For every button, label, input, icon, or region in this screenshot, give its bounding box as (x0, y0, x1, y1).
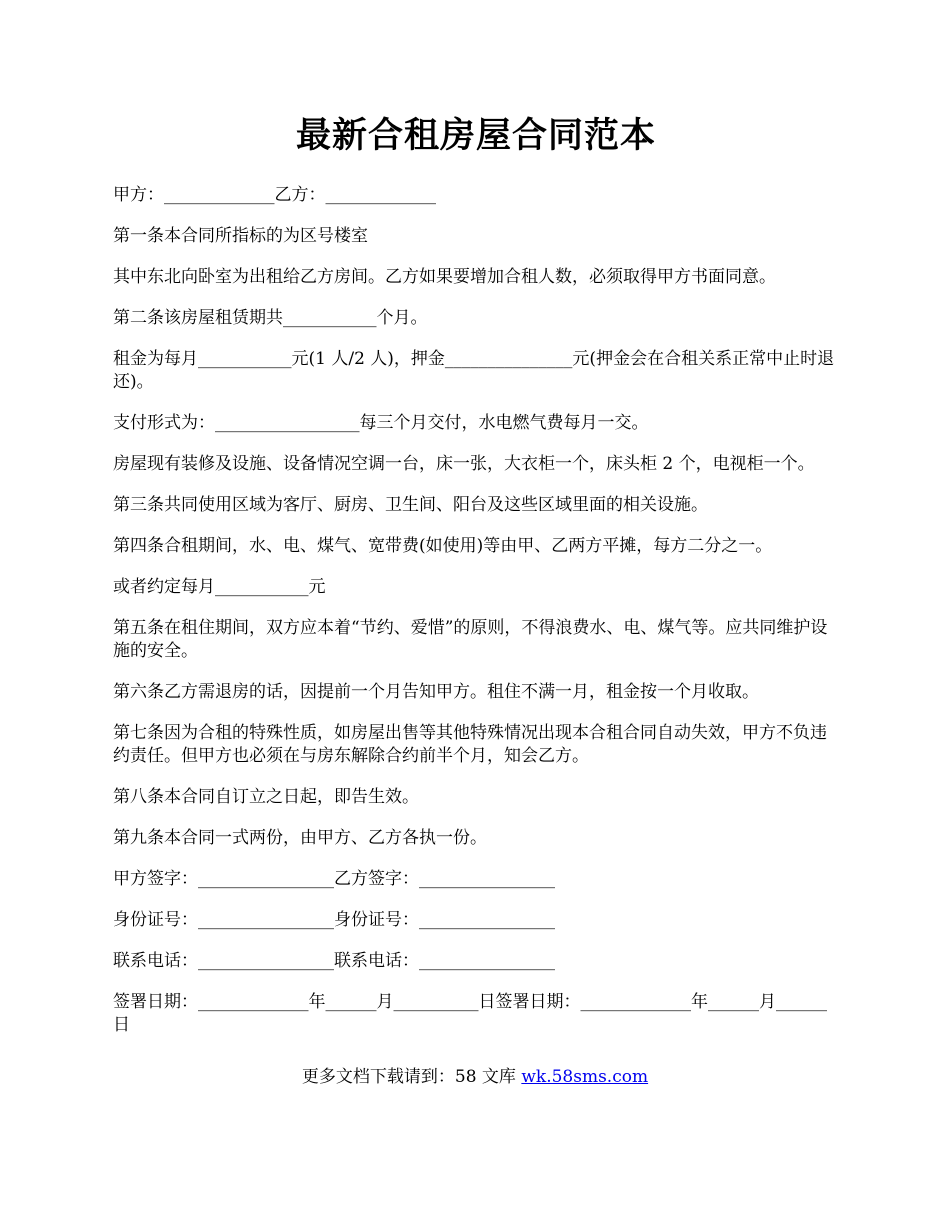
document-body (113, 184, 839, 1037)
clause-1: 第一条本合同所指标的为区号楼室 (113, 226, 368, 246)
phone-line: 联系电话：________________联系电话：________________ (113, 951, 555, 971)
footer-text: 更多文档下载请到：58 文库 (301, 1067, 522, 1087)
clause-7: 第七条因为合租的特殊性质，如房屋出售等其他特殊情况出现本合租合同自动失效，甲方不负违约责任。但甲方也必须在与房东解除合约前半个月，知会乙方。 (113, 723, 827, 766)
rent-deposit: 租金为每月___________元(1 人/2 人)，押金_______________元(押金会在合租关系正常中止时退还)。 (113, 349, 835, 392)
id-number-line: 身份证号：________________身份证号：________________ (113, 910, 555, 930)
signature-line: 甲方签字：________________乙方签字：________________ (113, 869, 555, 889)
facilities: 房屋现有装修及设施、设备情况空调一台，床一张，大衣柜一个，床头柜 2 个，电视柜一个。 (113, 454, 815, 474)
party-line: 甲方：_____________乙方：_____________ (113, 185, 436, 205)
clause-2: 第二条该房屋租赁期共___________个月。 (113, 308, 428, 328)
document-title: 最新合租房屋合同范本 (295, 115, 656, 156)
payment-method: 支付形式为：_________________每三个月交付，水电燃气费每月一交。 (113, 413, 649, 433)
clause-8: 第八条本合同自订立之日起，即告生效。 (113, 787, 419, 807)
document-page (113, 112, 839, 1055)
clause-5: 第五条在租住期间，双方应本着“节约、爱惜”的原则，不得浪费水、电、煤气等。应共同维护设施的安全。 (113, 618, 828, 661)
clause-3: 第三条共同使用区域为客厅、厨房、卫生间、阳台及这些区域里面的相关设施。 (113, 495, 708, 515)
clause-4-alt: 或者约定每月___________元 (113, 577, 326, 597)
clause-4: 第四条合租期间，水、电、煤气、宽带费(如使用)等由甲、乙两方平摊，每方二分之一。 (113, 536, 773, 556)
clause-9: 第九条本合同一式两份，由甲方、乙方各执一份。 (113, 828, 487, 848)
clause-6: 第六条乙方需退房的话，因提前一个月告知甲方。租住不满一月，租金按一个月收取。 (113, 682, 759, 702)
footer-link[interactable]: wk.58sms.com (521, 1067, 649, 1087)
signing-date-line: 签署日期：_____________年______月__________日签署日期：_____________年______月______日 (113, 992, 827, 1035)
clause-1-detail: 其中东北向卧室为出租给乙方房间。乙方如果要增加合租人数，必须取得甲方书面同意。 (113, 267, 776, 287)
page-footer (0, 1066, 950, 1089)
